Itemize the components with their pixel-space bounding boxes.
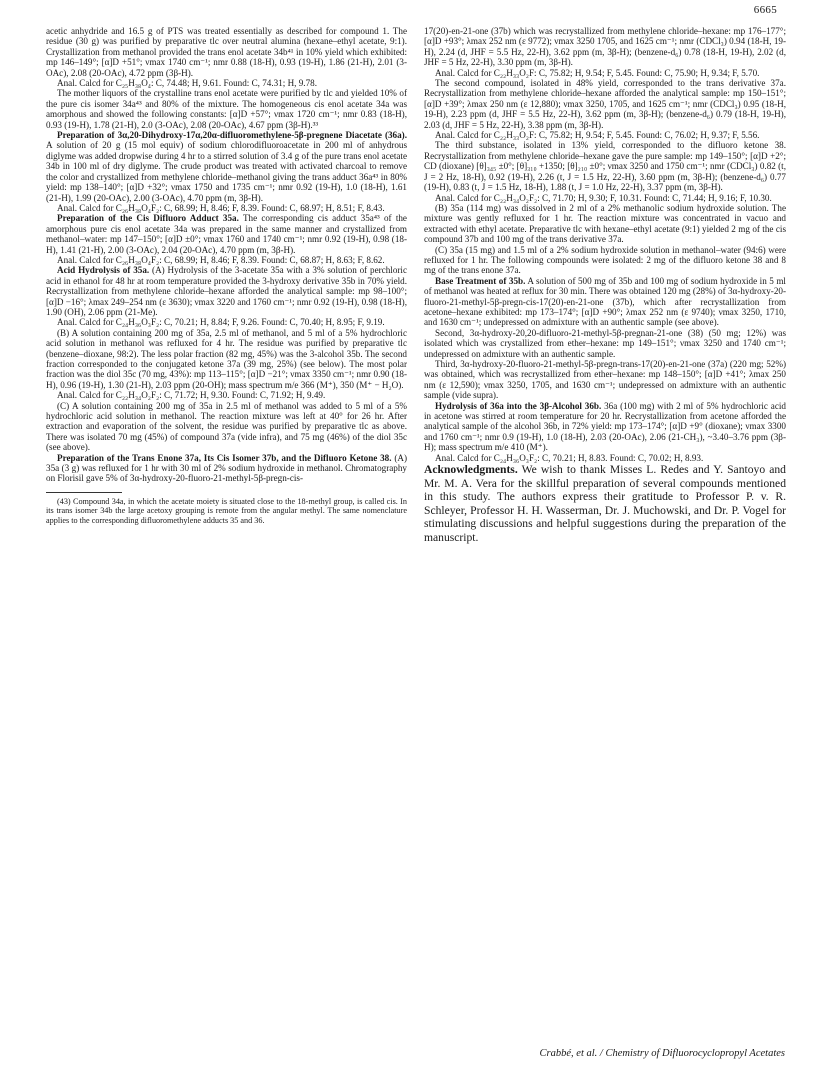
footnote-divider <box>46 492 122 493</box>
paragraph <box>46 255 407 265</box>
paragraph <box>46 26 407 78</box>
paragraph <box>46 130 407 203</box>
section-heading: Preparation of 3α,20-Dihydroxy-17α,20α-difluoromethylene-5β-pregnene Diacetate (36a). <box>57 130 407 141</box>
paragraph-text: Anal. Calcd for C₂₆H₃₈O₄F₂: C, 68.99; H, 8.46; F, 8.39. Found: C, 68.87; H, 8.63; F, 8.62. <box>57 254 385 265</box>
paragraph <box>424 26 786 68</box>
footnote-43: (43) Compound 34a, in which the acetate moiety is situated close to the 18-methyl group, is called cis. In its trans isomer 34b the large acetoxy grouping is remote from the angular methyl. The same nomenclature applies to the corresponding difluoromethylene adducts 35 and 36. <box>46 496 407 526</box>
paragraph-text: Anal. Calcd for C₂₄H₃₆O₃F₂: C, 70.21; H, 8.84; F, 9.26. Found: C, 70.40; H, 8.95; F, 9.19. <box>57 317 385 328</box>
acknowledgments <box>424 463 786 545</box>
paragraph <box>46 453 407 484</box>
paragraph <box>424 203 786 245</box>
left-paragraphs <box>46 26 407 484</box>
paragraph-text: The second compound, isolated in 48% yield, corresponded to the trans derivative 37a. Recrystallization from methylene chloride–hexane afforded the analytical sample: mp 150–151°; [α]D +39°; λmax 250 nm (ε 12,880); νmax 3250, 1705, and 1625 cm⁻¹; nmr (CDCl₃) 0.95 (18-H, 19-H), 2.23 ppm (d, JHF = 5.5 Hz, 22-H), 3.62 ppm (m, 3β-H); (benzene-d₆) 0.79 (18-H, 19-H), 2.03 (d, JHF = 5 Hz, 22-H), 3.38 ppm (m, 3β-H). <box>424 78 786 130</box>
paragraph-text: acetic anhydride and 16.5 g of PTS was treated essentially as described for compound 1. The residue (30 g) was purified by preparative tlc over neutral alumina (hexane–ethyl acetate, 9:1). Crystallization from methanol provided the trans enol acetate 34b⁴¹ in 10% yield which exhibited: mp 146–149°; [α]D +51°; νmax 1740 cm⁻¹; nmr 0.88 (18-H), 0.93 (19-H), 1.86 (21-H), 2.01 (3-OAc), 2.08 (20-OAc), 4.72 ppm (3β-H). <box>46 26 407 78</box>
paragraph <box>424 245 786 276</box>
paragraph <box>424 276 786 328</box>
paragraph-text: Anal. Calcd for C₂₂H₃₄O₂F₂: C, 71.72; H, 9.30. Found: C, 71.92; H, 9.49. <box>57 390 326 401</box>
section-heading: Preparation of the Cis Difluoro Adduct 35a. <box>57 213 239 224</box>
paragraph-text: 36a (100 mg) with 2 ml of 5% hydrochloric acid in acetone was stirred at room temperature for 20 hr. Recrystallization from acetone afforded the analytical sample of the alcohol 36b, in 72% yield: mp 173–174°; [α]D +9° (dioxane); νmax 3300 and 1760 cm⁻¹; nmr 0.9 (19-H), 1.0 (18-H), 2.03 (20-OAc), 2.06 (21-CH₃), ~3.40–3.76 ppm (3β-H); mass spectrum m/e 410 (M⁺). <box>424 400 786 453</box>
paragraph <box>46 390 407 400</box>
paragraph <box>424 193 786 203</box>
paragraph <box>424 130 786 140</box>
paragraph-text: Anal. Calcd for C₂₂H₃₄O₂F₂: C, 71.70; H, 9.30; F, 10.31. Found: C, 71.44; H, 9.16; F, 10.30. <box>435 192 772 203</box>
paragraph <box>46 203 407 213</box>
paragraph <box>424 453 786 463</box>
paragraph-text: (B) A solution containing 200 mg of 35a, 2.5 ml of methanol, and 5 ml of a 5% hydrochloric acid solution in methanol was refluxed for 4 hr. The residue was purified by preparative tlc (benzene–dioxane, 98:2). The less polar fraction (82 mg, 45%) was the 3-alcohol 35b. The second fraction corresponded to the conjugated ketone 37a (39 mg, 25%) (see below). The most polar fraction was the diol 35c (70 mg, 43%): mp 113–115°; [α]D −21°; νmax 3350 cm⁻¹; nmr 0.90 (18-H), 0.96 (19-H), 1.30 (21-H), 2.03 ppm (20-OH); mass spectrum m/e 366 (M⁺), 350 (M⁺ − H₂O). <box>46 327 407 390</box>
paragraph-text: (C) A solution containing 200 mg of 35a in 2.5 ml of methanol was added to 5 ml of a 5% hydrochloric acid solution in methanol. The reaction mixture was left at 40° for 26 hr. After extraction and evaporation of the solvent, the residue was purified by preparative tlc as above. There was isolated 70 mg (45%) of compound 37a (vide infra), and 75 mg (46%) of the diol 35c (see above). <box>46 400 407 453</box>
paragraph-text: 17(20)-en-21-one (37b) which was recrystallized from methylene chloride–hexane: mp 176–177°; [α]D +93°; λmax 252 nm (ε 9772); νmax 3250 1705, and 1625 cm⁻¹; nmr (CDCl₃) 0.94 (18-H, 19-H), 2.24 (d, JHF = 5.5 Hz, 22-H), 3.62 ppm (m, 3β-H); (benzene-d₆) 0.78 (18-H, 19-H), 2.02 (d, JHF = 5 Hz, 22-H), 3.30 ppm (m, 3β-H). <box>424 26 786 68</box>
right-paragraphs <box>424 26 786 463</box>
paragraph-text: (A) Hydrolysis of the 3-acetate 35a with a 3% solution of perchloric acid in ethanol for 48 hr at room temperature provided the 3-hydroxy derivative 35b in 70% yield. Recrystallization from methylene chloride–hexane afforded the analytical sample: mp 98–100°; [α]D −16°; λmax 249–254 nm (ε 3630); νmax 3220 and 1760 cm⁻¹; nmr 0.92 (19-H), 0.98 (18-H), 1.90 (OH), 2.06 ppm (21-Me). <box>46 265 408 317</box>
section-heading: Base Treatment of 35b. <box>435 275 526 286</box>
paragraph <box>46 317 407 327</box>
paragraph-text: Anal. Calcd for C₂₄H₃₆O₃F₂: C, 70.21; H, 8.83. Found: C, 70.02; H, 8.93. <box>435 452 704 463</box>
section-heading: Preparation of the Trans Enone 37a, Its Cis Isomer 37b, and the Difluoro Ketone 38. <box>57 452 392 463</box>
paragraph-text: (C) 35a (15 mg) and 1.5 ml of a 2% sodium hydroxide solution in methanol–water (94:6) were refluxed for 1 hr. The following compounds were isolated: 2 mg of the difluoro ketone 38 and 8 mg of the trans enone 37a. <box>424 244 786 276</box>
acknowledgments-text: We wish to thank Misses L. Redes and Y. Santoyo and Mr. M. A. Vera for the skillful preparation of several compounds mentioned in this study. The authors express their gratitude to Professor P. v. R. Schleyer, Professor H. H. Wasserman, Dr. J. Muchowski, and Dr. P. Vogel for stimulating discussions and helpful suggestions during the preparation of the manuscript. <box>424 463 786 545</box>
paragraph <box>424 68 786 78</box>
paragraph <box>46 401 407 453</box>
paragraph <box>46 213 407 255</box>
paragraph <box>424 78 786 130</box>
running-footer: Crabbé, et al. / Chemistry of Difluorocyclopropyl Acetates <box>539 1048 785 1059</box>
paragraph <box>46 88 407 130</box>
section-heading: Acid Hydrolysis of 35a. <box>57 265 150 276</box>
paragraph-text: The mother liquors of the crystalline trans enol acetate were purified by tlc and yielded 10% of the pure cis isomer 34a⁴³ and 80% of the mixture. The homogeneous cis enol acetate 34a was amorphous and showed the following constants: [α]D +57°; νmax 1720 cm⁻¹; nmr 0.83 (18-H), 0.93 (19-H), 1.78 (21-H), 2.0 (3-OAc), 2.08 (20-OAc), 4.67 ppm (3β-H).³³ <box>46 88 407 130</box>
section-heading: Hydrolysis of 36a into the 3β-Alcohol 36b. <box>435 400 602 411</box>
paragraph <box>46 265 407 317</box>
paragraph-text: Anal. Calcd for C₂₅H₃₈O₄: C, 74.48; H, 9.61. Found: C, 74.31; H, 9.78. <box>57 78 317 89</box>
paragraph-text: Second, 3α-hydroxy-20,20-difluoro-21-methyl-5β-pregnan-21-one (38) (50 mg; 12%) was isolated which was crystallized from ether–hexane: mp 149–151°; νmax 3250 and 1740 cm⁻¹; undepressed on admixture with an authentic sample. <box>424 327 786 359</box>
paragraph <box>424 328 786 359</box>
paragraph-text: The third substance, isolated in 13% yield, corresponded to the difluoro ketone 38. Recrystallization from methylene chloride–hexane gave the pure sample: mp 149–150°; [α]D +2°; CD (dioxane) [θ]₃₄₅ ±0°; [θ]₃₁₀ +1350; [θ]₂₁₀ ±0°; νmax 3250 and 1750 cm⁻¹; nmr (CDCl₃) 0.82 (t, J = 2 Hz, 18-H), 0.92 (19-H), 2.26 (t, J = 1.5 Hz, 22-H), 3.60 ppm (m, 3β-H); (benzene-d₆) 0.77 (19-H), 0.83 (t, J = 1.5 Hz, 18-H), 1.88 (t, J = 1.0 Hz, 22-H), 3.37 ppm (m, 3β-H). <box>424 140 786 193</box>
paragraph-text: (A) 35a (3 g) was refluxed for 1 hr with 30 ml of 2% sodium hydroxide in methanol. Chromatography on Florisil gave 5% of 3α-hydroxy-20-fluoro-21-methyl-5β-pregn-cis- <box>46 452 407 484</box>
page-number: 6665 <box>753 4 777 16</box>
paragraph <box>46 78 407 88</box>
paragraph <box>424 140 786 192</box>
left-column <box>46 26 407 526</box>
paragraph-text: Anal. Calcd for C₂₂H₃₃O₂F: C, 75.82; H, 9.54; F, 5.45. Found: C, 75.90; H, 9.34; F, 5.70. <box>435 67 760 78</box>
right-column <box>424 26 786 545</box>
paragraph <box>424 401 786 453</box>
paragraph-text: A solution of 500 mg of 35b and 100 mg of sodium hydroxide in 5 ml of methanol was heated at reflux for 30 min. There was obtained 120 mg (28%) of 3α-hydroxy-20-fluoro-21-methyl-5β-pregn-cis-17(20)-en-21-one (37b), which after recrystallization from acetone–hexane exhibited: mp 173–174°; [α]D +90°; λmax 252 nm (ε 9740); νmax 3250, 1710, and 1630 cm⁻¹; undepressed on admixture with an authentic sample (see above). <box>424 275 786 328</box>
acknowledgments-title: Acknowledgments. <box>424 463 518 477</box>
paragraph-text: Anal. Calcd for C₂₆H₃₈O₄F₂: C, 68.99; H, 8.46; F, 8.39. Found: C, 68.97; H, 8.51; F, 8.43. <box>57 202 385 213</box>
paragraph-text: Third, 3α-hydroxy-20-fluoro-21-methyl-5β-pregn-trans-17(20)-en-21-one (37a) (220 mg; 52%) was obtained, which was recrystallized from ether–hexane: mp 148–150°; [α]D +41°; λmax 250 nm (ε 12,590); νmax 3250, 1705, and 1630 cm⁻¹; undepressed on admixture with an authentic sample (vide supra). <box>424 359 786 401</box>
paragraph-text: The corresponding cis adduct 35a⁴³ of the amorphous pure cis enol acetate 34a was prepared in the same manner and crystallized from methanol–water: mp 147–150°; [α]D ±0°; νmax 1760 and 1740 cm⁻¹; nmr 0.92 (19-H), 0.98 (18-H), 1.41 (21-H), 2.00 (3-OAc), 2.04 (20-OAc), 4.70 ppm (m, 3β-H). <box>46 213 407 255</box>
paragraph-text: Anal. Calcd for C₂₂H₃₃O₂F: C, 75.82; H, 9.54; F, 5.45. Found: C, 76.02; H, 9.37; F, 5.56. <box>435 130 760 141</box>
paragraph <box>46 328 407 390</box>
paragraph-text: A solution of 20 g (15 mol equiv) of sodium chlorodifluoroacetate in 200 ml of anhydrous diglyme was added dropwise during 4 hr to a stirred solution of 3.4 g of the pure trans enol acetate 34b in 100 ml of dry diglyme. The crude product was treated with activated charcoal to remove the color and crystallized from methylene chloride–methanol giving the trans adduct 36a⁴³ in 80% yield: mp 138–140°; [α]D +32°; νmax 1750 and 1735 cm⁻¹; nmr 0.92 (19-H), 1.0 (18-H), 1.61 (21-H), 1.99 (20-OAc), 2.00 (3-OAc), 4.70 ppm (m, 3β-H). <box>46 140 407 203</box>
paragraph <box>424 359 786 401</box>
paragraph-text: (B) 35a (114 mg) was dissolved in 2 ml of a 2% methanolic sodium hydroxide solution. The mixture was gently refluxed for 1 hr. The reaction mixture was concentrated in vacuo and extracted with ethyl acetate. Preparative tlc with hexane–ethyl acetate (9:1) yielded 2 mg of the cis compound 37b and 100 mg of the trans derivative 37a. <box>424 202 786 245</box>
